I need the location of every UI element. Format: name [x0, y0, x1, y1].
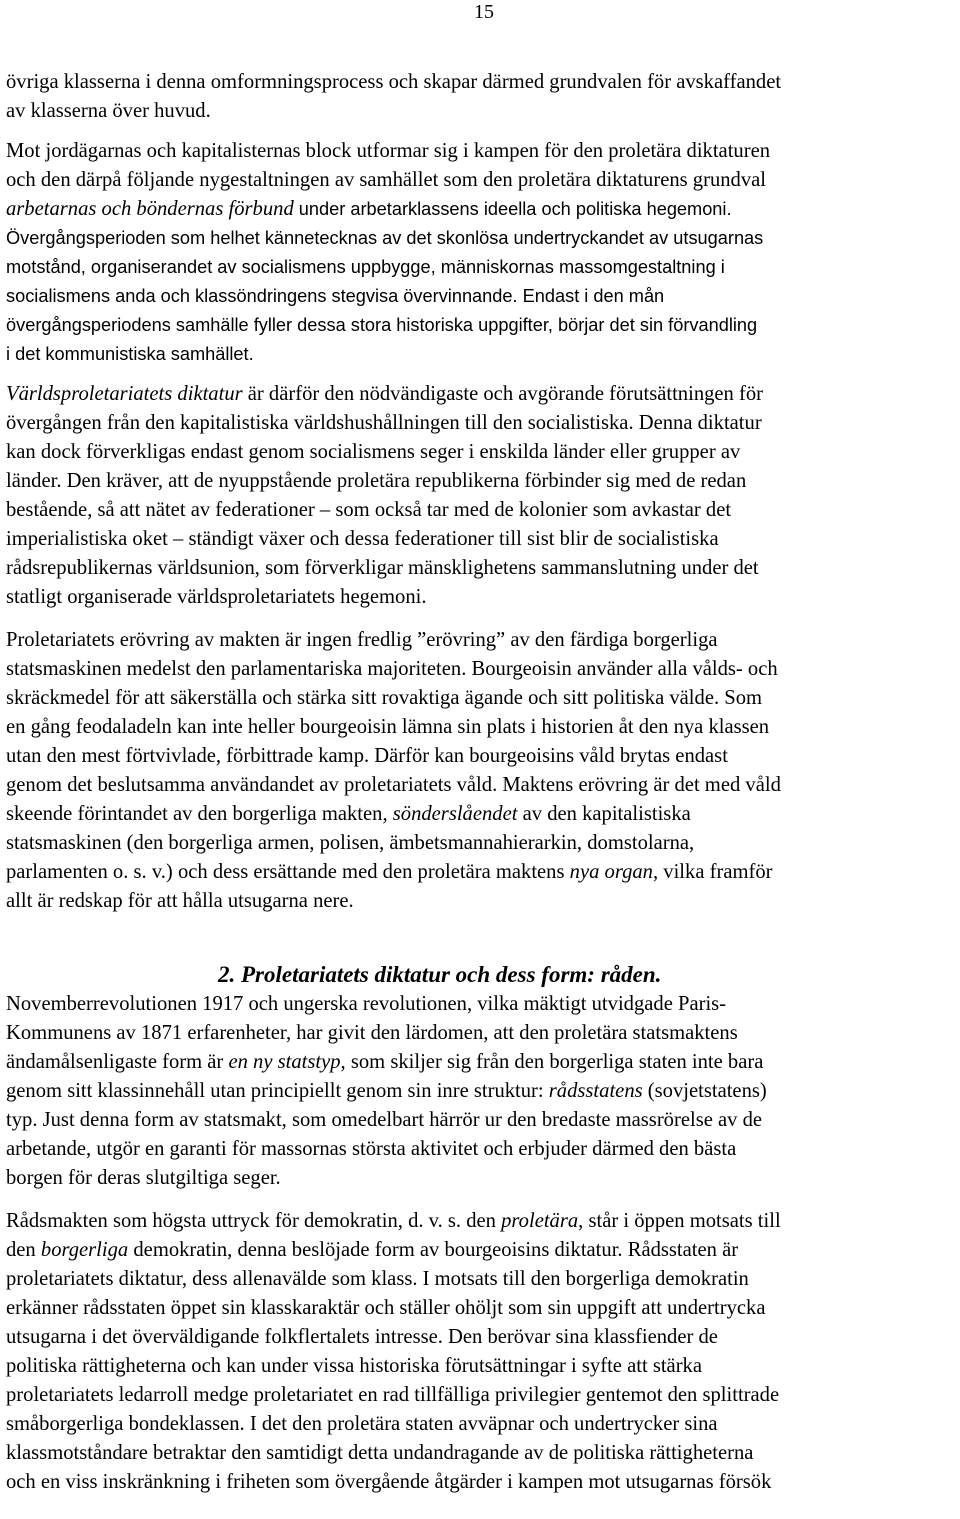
text-line: i det kommunistiska samhället.: [6, 344, 254, 364]
text-fragment: demokratin, denna beslöjade form av bourgeoisins diktatur. Rådsstaten är: [128, 1239, 739, 1261]
text-line: skräckmedel för att säkerställa och stärka sitt rovaktiga ägande och sitt politiska välde. Som: [6, 687, 763, 709]
text-line: Kommunens av 1871 erfarenheter, har givit den lärdomen, att den proletära statsmaktens: [6, 1022, 738, 1044]
text-fragment: under arbetarklassens ideella och politiska hegemoni.: [293, 199, 732, 219]
text-line: klassmotståndare betraktar den samtidigt detta undandragande av de politiska rättigheterna: [6, 1442, 754, 1464]
text-line: övriga klasserna i denna omformningsprocess och skapar därmed grundvalen för avskaffandet: [6, 71, 782, 93]
text-line: statligt organiserade världsproletariatets hegemoni.: [6, 586, 427, 608]
text-line: [6, 1236, 958, 1265]
text-fragment: skeende förintandet av den borgerliga makten,: [6, 803, 393, 825]
text-fragment: av den kapitalistiska: [517, 803, 691, 825]
paragraph-3: [6, 224, 958, 369]
text-line: kan dock förverkligas endast genom socialismens seger i enskilda länder eller grupper av: [6, 441, 741, 463]
text-fragment: , vilka framför: [652, 861, 773, 883]
text-line: småborgerliga bondeklassen. I det den proletära staten avväpnar och undertrycker sina: [6, 1413, 718, 1435]
paragraph-7: [6, 1207, 958, 1497]
text-line: Proletariatets erövring av makten är ingen fredlig ”erövring” av den färdiga borgerliga: [6, 629, 718, 651]
text-line: [6, 195, 958, 224]
page-number: 15: [474, 1, 494, 23]
text-line: utan den mest förtvivlade, förbittrade kamp. Därför kan bourgeoisins våld brytas endast: [6, 745, 728, 767]
paragraph-5: [6, 626, 958, 916]
emphasis: en ny statstyp,: [228, 1051, 346, 1073]
document-body: [6, 68, 958, 1497]
emphasis: Världsproletariatets diktatur: [6, 383, 243, 405]
text-line: erkänner rådsstaten öppet sin klasskaraktär och ställer ohöljt som sin uppgift att undertrycka: [6, 1297, 766, 1319]
text-line: [6, 1077, 958, 1106]
text-line: utsugarna i det överväldigande folkflertalets intresse. Den berövar sina klassfiender de: [6, 1326, 718, 1348]
paragraph-4: [6, 380, 958, 612]
paragraph-2: [6, 137, 958, 224]
text-line: allt är redskap för att hålla utsugarna nere.: [6, 890, 354, 912]
text-line: borgen för deras slutgiltiga seger.: [6, 1167, 281, 1189]
text-line: proletariatets ledarroll medge proletariatet en rad tillfälliga privilegier gentemot den splittrade: [6, 1384, 780, 1406]
text-line: Övergångsperioden som helhet kännetecknas av det skonlösa undertryckandet av utsugarnas: [6, 228, 764, 248]
text-fragment: är därför den nödvändigaste och avgörande förutsättningen för: [242, 383, 764, 405]
emphasis: sönderslåendet: [392, 803, 518, 825]
text-line: [6, 1207, 958, 1236]
text-line: av klasserna över huvud.: [6, 100, 211, 122]
text-line: [6, 1048, 958, 1077]
text-line: Mot jordägarnas och kapitalisternas block utformar sig i kampen för den proletära diktaturen: [6, 140, 771, 162]
text-line: proletariatets diktatur, dess allenavälde som klass. I motsats till den borgerliga demokratin: [6, 1268, 749, 1290]
text-line: typ. Just denna form av statsmakt, som omedelbart härrör ur den bredaste massrörelse av de: [6, 1109, 763, 1131]
text-line: socialismens anda och klassöndringens stegvisa övervinnande. Endast i den mån: [6, 286, 665, 306]
text-line: [6, 800, 958, 829]
text-line: genom det beslutsamma användandet av proletariatets våld. Maktens erövring är det med våld: [6, 774, 781, 796]
text-line: rådsrepublikernas världsunion, som förverkligar mänsklighetens sammanslutning under det: [6, 557, 759, 579]
text-fragment: den: [6, 1239, 41, 1261]
emphasis: proletära: [501, 1210, 579, 1232]
text-line: motstånd, organiserandet av socialismens uppbygge, människornas massomgestaltning i: [6, 257, 725, 277]
text-fragment: som skiljer sig från den borgerliga staten inte bara: [345, 1051, 764, 1073]
paragraph-1: [6, 68, 958, 126]
text-line: och en viss inskränkning i friheten som övergående åtgärder i kampen mot utsugarnas försök: [6, 1471, 772, 1493]
emphasis: borgerliga: [40, 1239, 129, 1261]
text-line: övergången från den kapitalistiska världshushållningen till den socialistiska. Denna diktatur: [6, 412, 762, 434]
text-line: och den därpå följande nygestaltningen av samhället som den proletära diktaturens grundval: [6, 169, 767, 191]
text-line: imperialistiska oket – ständigt växer och dessa federationer till sist blir de socialistiska: [6, 528, 719, 550]
emphasis: rådsstatens: [548, 1080, 643, 1102]
emphasis: arbetarnas och böndernas förbund: [6, 198, 294, 220]
section-heading: 2. Proletariatets diktatur och dess form: råden.: [218, 962, 662, 987]
text-line: politiska rättigheterna och kan under vissa historiska förutsättningar i syfte att stärka: [6, 1355, 702, 1377]
text-line: [6, 858, 958, 887]
text-line: [6, 380, 958, 409]
text-fragment: Rådsmakten som högsta uttryck för demokratin, d. v. s. den: [6, 1210, 502, 1232]
text-line: en gång feodaladeln kan inte heller bourgeoisin lämna sin plats i historien åt den nya klassen: [6, 716, 770, 738]
text-line: arbetande, utgör en garanti för massornas största aktivitet och erbjuder därmed den bästa: [6, 1138, 737, 1160]
text-line: statsmaskinen medelst den parlamentariska majoriteten. Bourgeoisin använder alla vålds- och: [6, 658, 778, 680]
text-line: länder. Den kräver, att de nyuppstående proletära republikerna förbinder sig med de redan: [6, 470, 747, 492]
text-fragment: (sovjetstatens): [642, 1080, 767, 1102]
text-line: bestående, så att nätet av federationer – som också tar med de kolonier som avkastar det: [6, 499, 732, 521]
paragraph-6: [6, 990, 958, 1193]
text-line: övergångsperiodens samhälle fyller dessa stora historiska uppgifter, börjar det sin förvandling: [6, 315, 758, 335]
text-line: Novemberrevolutionen 1917 och ungerska revolutionen, vilka mäktigt utvidgade Paris-: [6, 993, 727, 1015]
text-fragment: ändamålsenligaste form är: [6, 1051, 229, 1073]
text-fragment: , står i öppen motsats till: [578, 1210, 781, 1232]
emphasis: nya organ: [569, 861, 653, 883]
text-line: statsmaskinen (den borgerliga armen, polisen, ämbetsmannahierarkin, domstolarna,: [6, 832, 695, 854]
text-fragment: genom sitt klassinnehåll utan principiellt genom sin inre struktur:: [6, 1080, 549, 1102]
text-fragment: parlamenten o. s. v.) och dess ersättande med den proletära maktens: [6, 861, 570, 883]
